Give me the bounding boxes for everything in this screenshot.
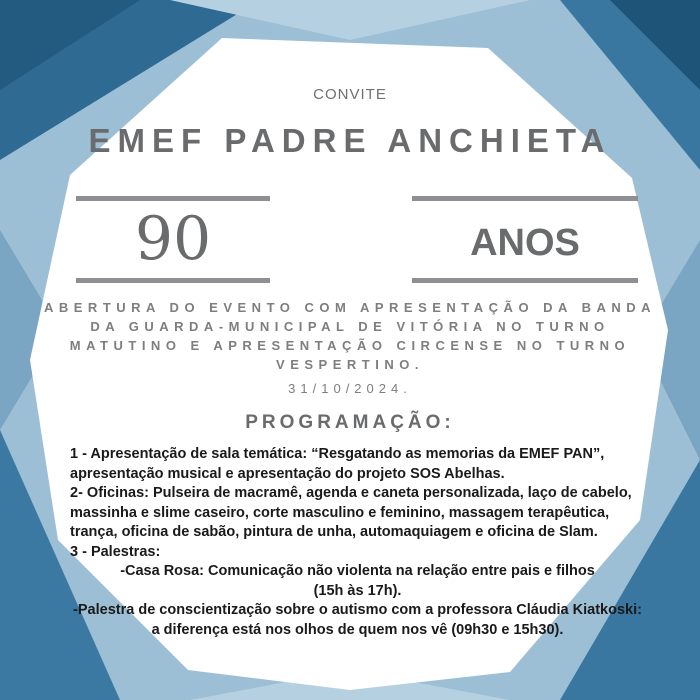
divider-top-left <box>76 196 270 201</box>
talk-time: (15h às 17h). <box>313 582 402 599</box>
program-heading: PROGRAMAÇÃO: <box>245 412 455 433</box>
anniversary-label: ANOS <box>470 222 580 264</box>
school-name: EMEF PADRE ANCHIETA <box>88 122 612 159</box>
invitation-label: CONVITE <box>313 86 387 103</box>
divider-bottom-left <box>76 278 270 283</box>
program-item: 1 - Apresentação de sala temática: “Resgatando as memorias da EMEF PAN”, apresentação musical e apresentação do projeto SOS Abelhas. <box>70 446 605 482</box>
program-item: 2- Oficinas: Pulseira de macramê, agenda e caneta personalizada, laço de cabelo, massinha e slime caseiro, corte masculino e feminino, massagem terapêutica, trança, oficina de sabão, pintura de unha, automaquiagem e oficina de Slam. <box>70 485 632 540</box>
event-date: 31/10/2024. <box>288 381 412 396</box>
program-list <box>70 445 645 640</box>
talk-item: -Palestra de conscientização sobre o autismo com a professora Cláudia Kiatkoski: a diferença está nos olhos de quem nos vê (09h30 e 15h30). <box>73 602 642 638</box>
program-item-title: 3 - Palestras: <box>70 543 161 560</box>
event-description: ABERTURA DO EVENTO COM APRESENTAÇÃO DA BANDA DA GUARDA-MUNICIPAL DE VITÓRIA NO TURNO MATUTINO E APRESENTAÇÃO CIRCENSE NO TURNO VESPERTINO. <box>43 300 657 372</box>
anniversary-number: 90 <box>134 204 212 274</box>
talk-item: -Casa Rosa: Comunicação não violenta na relação entre pais e filhos <box>120 563 595 579</box>
divider-bottom-right <box>412 278 638 283</box>
divider-top-right <box>412 196 638 201</box>
